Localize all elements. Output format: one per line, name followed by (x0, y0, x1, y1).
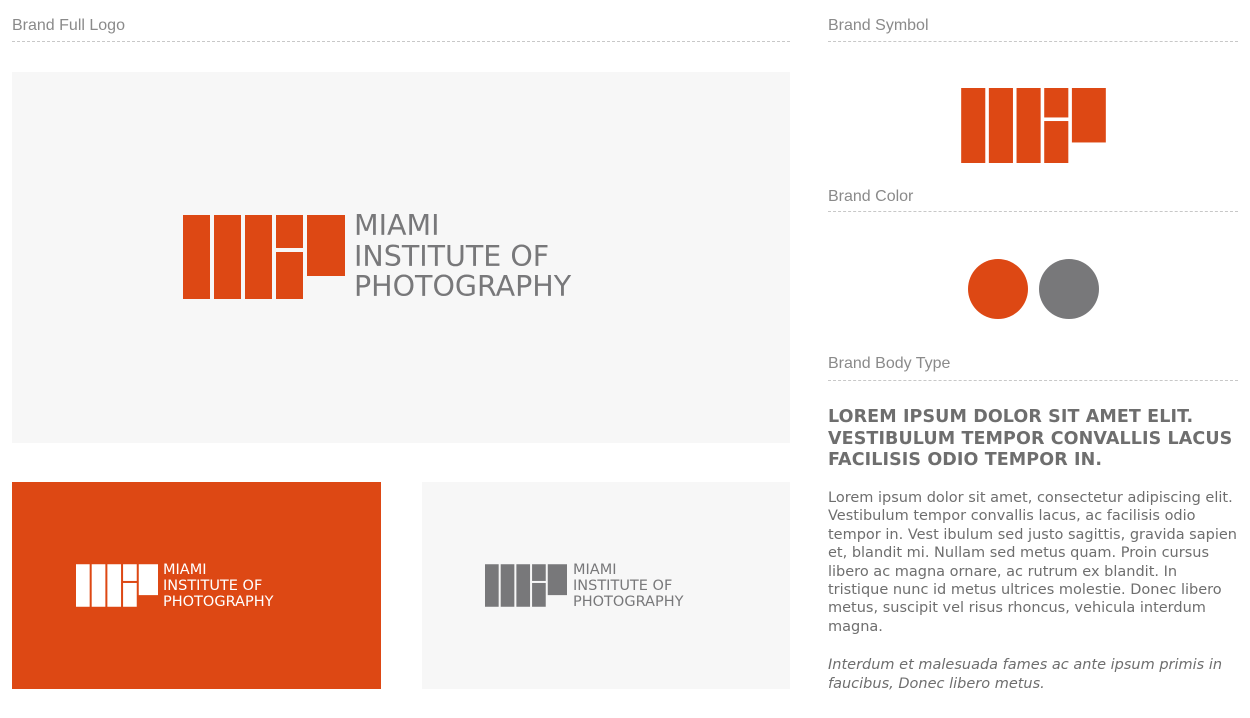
body-type-divider (828, 380, 1238, 381)
heading-line-1: LOREM IPSUM DOLOR SIT AMET ELIT. (828, 407, 1194, 427)
logo-line-2: INSTITUTE OF (354, 239, 550, 273)
body-type-heading (828, 407, 1243, 472)
logo-symbol-white-icon (76, 564, 158, 607)
brand-full-logo-label: Brand Full Logo (12, 17, 125, 34)
brand-symbol-label: Brand Symbol (828, 17, 929, 34)
color-divider (828, 211, 1238, 212)
logo-white-line-1: MIAMI (163, 562, 207, 578)
logo-orange-panel (12, 482, 381, 689)
logo-wordmark-white (163, 562, 273, 610)
logo-wordmark (354, 211, 571, 303)
brand-symbol-icon (961, 88, 1106, 163)
logo-symbol-icon (183, 215, 345, 299)
logo-line-3: PHOTOGRAPHY (354, 270, 572, 303)
brand-color-label: Brand Color (828, 188, 914, 205)
full-logo-divider (12, 41, 790, 42)
logo-symbol-gray-icon (485, 564, 567, 607)
full-logo-panel (12, 72, 790, 443)
logo-gray-line-3: PHOTOGRAPHY (573, 594, 684, 610)
heading-line-3: FACILISIS ODIO TEMPOR IN. (828, 450, 1103, 470)
logo-white-line-3: PHOTOGRAPHY (163, 594, 274, 610)
body-type-italic: Interdum et malesuada fames ac ante ipsum primis in faucibus, Donec libero metus. (828, 657, 1223, 692)
logo-gray-line-1: MIAMI (573, 562, 617, 578)
symbol-divider (828, 41, 1238, 42)
brand-body-type-label: Brand Body Type (828, 355, 951, 372)
logo-gray-panel (422, 482, 790, 689)
secondary-color-swatch (1039, 259, 1099, 319)
logo-wordmark-gray (573, 562, 683, 610)
logo-white-line-2: INSTITUTE OF (163, 578, 263, 594)
logo-line-1: MIAMI (354, 209, 440, 242)
primary-color-swatch (968, 259, 1028, 319)
logo-gray-line-2: INSTITUTE OF (573, 578, 673, 594)
heading-line-2: VESTIBULUM TEMPOR CONVALLIS LACUS (828, 428, 1233, 449)
body-type-paragraph: Lorem ipsum dolor sit amet, consectetur adipiscing elit. Vestibulum tempor convallis lacus, ac facilisis odio tempor in. Vest ibulum sed justo sagittis, gravida sapien et, blandit mi. Nullam sed metus quam. Proin cursus libero ac magna ornare, ac rutrum ex blandit. In tristique nunc id metus ultrices molestie. Donec libero metus, suscipit vel risus rhoncus, vehicula interdum magna. (828, 490, 1237, 635)
